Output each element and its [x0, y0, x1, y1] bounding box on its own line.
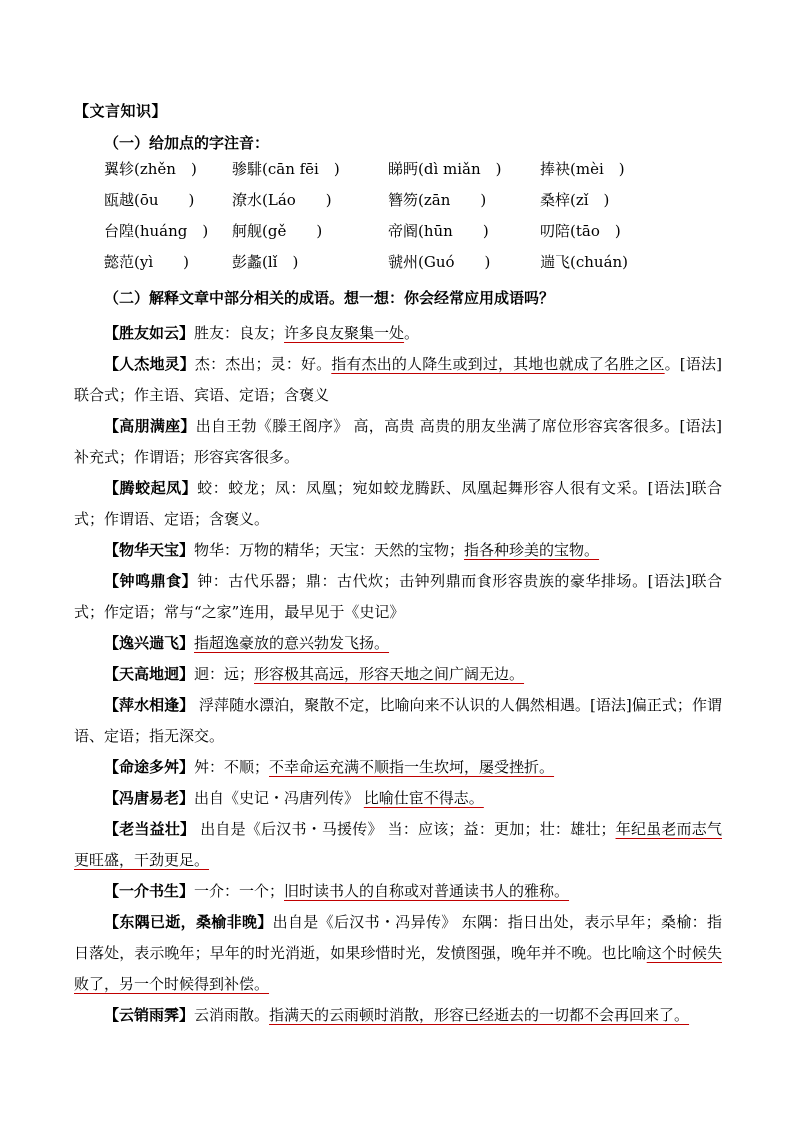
- pinyin-row: [104, 251, 704, 282]
- pinyin-item: 虢州(Guó ): [388, 253, 491, 271]
- idiom-text: 蛟：蛟龙；凤：凤凰；宛如蛟龙腾跃、凤凰起舞形容人很有文采。[语法]联合式；作谓语、定语；含褒义。: [74, 479, 722, 528]
- idiom-underlined: 比喻仕宦不得志。: [363, 789, 484, 807]
- idiom-entry: [74, 566, 722, 628]
- idiom-underlined: 指满天的云雨顿时消散，形容已经逝去的一切都不会再回来了。: [269, 1006, 690, 1024]
- idiom-text: 胜友：良友；: [194, 324, 285, 342]
- pinyin-item: 捧袂(mèi ): [540, 160, 625, 178]
- idiom-entry: [74, 535, 722, 566]
- idiom-entry: [74, 628, 722, 659]
- idiom-entry: [74, 783, 722, 814]
- idiom-underlined: 这个时候失败了，另一个时候得到补偿。: [74, 944, 722, 993]
- pinyin-item: 舸舰(gě ): [232, 222, 323, 240]
- pinyin-row: [104, 158, 704, 189]
- idiom-term: 【天高地迥】: [104, 665, 195, 683]
- idiom-underlined: 指各种珍美的宝物。: [464, 541, 600, 559]
- pinyin-item: 遄飞(chuán): [540, 253, 629, 271]
- idiom-term: 【腾蛟起凤】: [104, 479, 198, 497]
- pinyin-row: [104, 189, 704, 220]
- pinyin-item: 桑梓(zǐ ): [540, 191, 610, 209]
- idiom-entry: [74, 349, 722, 411]
- idiom-text: 物华：万物的精华；天宝：天然的宝物；: [194, 541, 465, 559]
- idiom-text: 杰：杰出；灵：好。: [194, 355, 332, 373]
- idiom-entry: [74, 1000, 722, 1031]
- idiom-text: 出自《史记・冯唐列传》: [194, 789, 364, 807]
- idiom-entry: [74, 907, 722, 1000]
- idiom-text: 出自王勃《滕王阁序》 高，高贵 高贵的朋友坐满了席位形容宾客很多。[语法]补充式；作谓语；形容宾客很多。: [74, 417, 722, 466]
- idiom-underlined: 形容极其高远，形容天地之间广阔无边。: [254, 665, 525, 683]
- idiom-entry: [74, 752, 722, 783]
- idiom-entry: [74, 690, 722, 752]
- pinyin-item: 簪笏(zān ): [388, 191, 487, 209]
- pinyin-row: [104, 220, 704, 251]
- idiom-term: 【一介书生】: [104, 882, 195, 900]
- pinyin-item: 彭蠡(lǐ ): [232, 253, 299, 271]
- idiom-term: 【老当益壮】: [104, 820, 196, 838]
- idiom-text: 出自是《后汉书・冯异传》 东隅：指日出处，表示早年；桑榆：指日落处，表示晚年；早年的时光消逝，如果珍惜时光，发愤图强，晚年并不晚。也比喻: [74, 913, 722, 962]
- idiom-underlined: 指有杰出的人降生或到过，其地也就成了名胜之区: [331, 355, 665, 373]
- idiom-entry: [74, 814, 722, 876]
- idiom-term: 【物华天宝】: [104, 541, 195, 559]
- idiom-term: 【东隅已逝，桑榆非晚】: [104, 913, 273, 931]
- idiom-text: 迥：远；: [194, 665, 255, 683]
- idiom-term: 【命途多舛】: [104, 758, 195, 776]
- idiom-text: 浮萍随水漂泊，聚散不定，比喻向来不认识的人偶然相遇。[语法]偏正式；作谓语、定语；指无深交。: [74, 696, 722, 745]
- idiom-term: 【冯唐易老】: [104, 789, 195, 807]
- pinyin-item: 叨陪(tāo ): [540, 222, 621, 240]
- idiom-text: 出自是《后汉书・马援传》 当：应该；益：更加；壮：雄壮；: [195, 820, 616, 838]
- pinyin-item: 翼轸(zhěn ): [104, 160, 197, 178]
- idiom-entry: [74, 473, 722, 535]
- idiom-underlined: 许多良友聚集一处: [284, 324, 405, 342]
- idiom-term: 【云销雨霁】: [104, 1006, 195, 1024]
- idiom-underlined: 年纪虽老而志气更旺盛，干劲更足。: [74, 820, 722, 869]
- idiom-term: 【钟鸣鼎食】: [104, 572, 198, 590]
- idiom-term: 【萍水相逢】: [104, 696, 195, 714]
- pinyin-item: 台隍(huáng ): [104, 222, 209, 240]
- idiom-text: 舛：不顺；: [194, 758, 270, 776]
- idiom-underlined: 旧时读书人的自称或对普通读书人的雅称。: [284, 882, 570, 900]
- idiom-tail: 。: [404, 324, 420, 342]
- idiom-term: 【逸兴遄飞】: [104, 634, 195, 652]
- pinyin-item: 骖騑(cān fēi ): [232, 160, 340, 178]
- idiom-entry: [74, 411, 722, 473]
- idiom-underlined: 指超逸豪放的意兴勃发飞扬。: [194, 634, 390, 652]
- section-title: 【文言知识】: [74, 102, 168, 120]
- idiom-entry: [74, 318, 722, 349]
- idiom-text: 一介：一个；: [194, 882, 285, 900]
- idiom-underlined: 不幸命运充满不顺指一生坎坷，屡受挫折。: [269, 758, 555, 776]
- pinyin-item: 睇眄(dì miǎn ): [388, 160, 502, 178]
- idiom-entry: [74, 876, 722, 907]
- pinyin-grid: [104, 158, 704, 282]
- subtitle-pinyin: （一）给加点的字注音：: [104, 134, 270, 152]
- pinyin-item: 帝阍(hūn ): [388, 222, 489, 240]
- subtitle-idioms: （二）解释文章中部分相关的成语。想一想：你会经常应用成语吗？: [104, 289, 555, 307]
- idiom-term: 【高朋满座】: [104, 417, 196, 435]
- pinyin-item: 懿范(yì ): [104, 253, 189, 271]
- pinyin-item: 潦水(Láo ): [232, 191, 332, 209]
- idiom-tail: 。[语法]联合式；作主语、宾语、定语；含褒义: [74, 355, 722, 404]
- idiom-term: 【胜友如云】: [104, 324, 195, 342]
- idiom-list: [74, 318, 722, 1031]
- idiom-text: 钟：古代乐器；鼎：古代炊；击钟列鼎而食形容贵族的豪华排场。[语法]联合式；作定语；常与“之家”连用，最早见于《史记》: [74, 572, 722, 621]
- pinyin-item: 瓯越(ōu ): [104, 191, 195, 209]
- idiom-term: 【人杰地灵】: [104, 355, 195, 373]
- idiom-text: 云消雨散。: [194, 1006, 270, 1024]
- idiom-entry: [74, 659, 722, 690]
